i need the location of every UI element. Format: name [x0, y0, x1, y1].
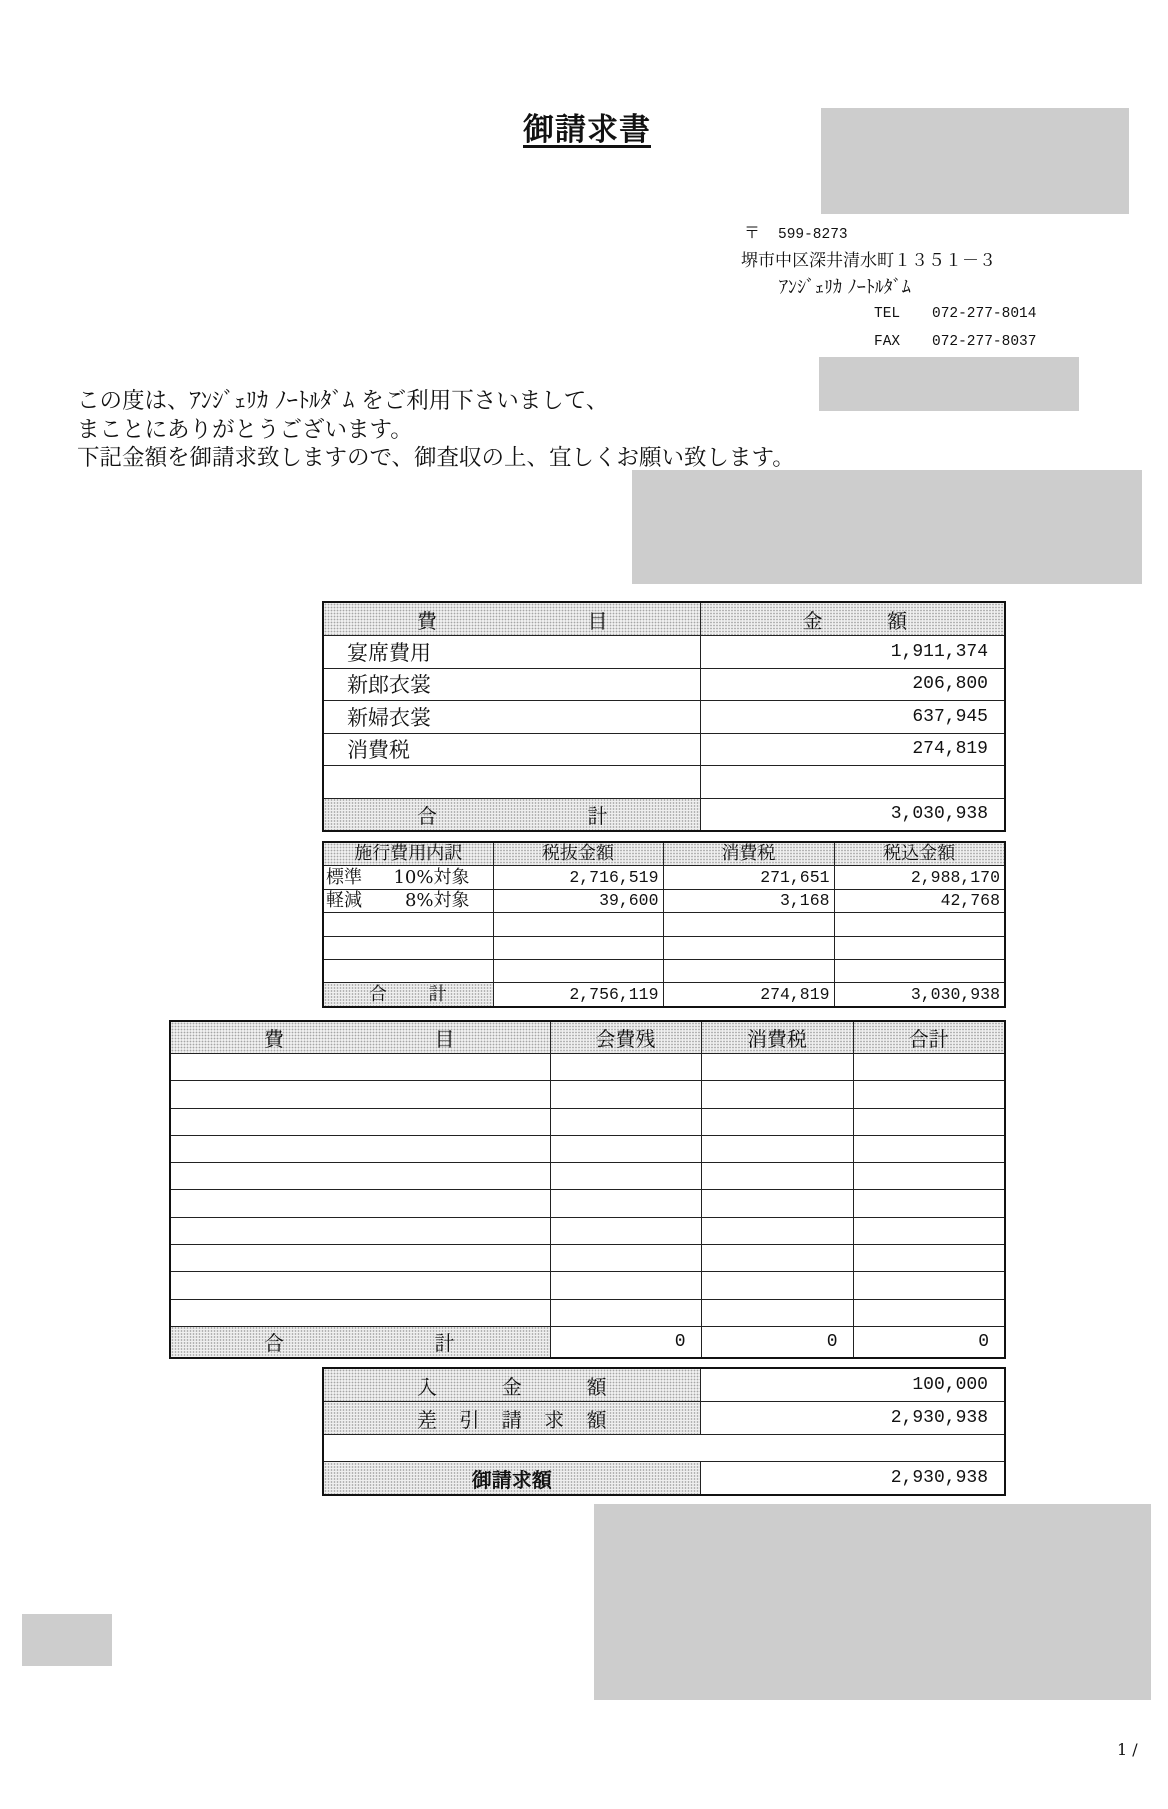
total-excluding-tax: 2,756,119: [493, 983, 663, 1007]
empty-cell: [550, 1299, 701, 1326]
empty-cell: [701, 1054, 853, 1081]
charge-item: 新郎衣裳: [323, 668, 700, 701]
amount-billed: 2,930,938: [700, 1462, 1005, 1496]
table-row-empty: [170, 1272, 1005, 1299]
breakdown-label: [324, 868, 493, 888]
redaction-box: [22, 1614, 112, 1666]
header-item: 費 目: [170, 1021, 550, 1054]
empty-cell: [493, 936, 663, 959]
table-total-row: [323, 1462, 1005, 1496]
empty-cell: [663, 959, 834, 982]
table-row-empty: [323, 959, 1005, 982]
empty-cell: [700, 766, 1005, 799]
tax-breakdown-table: [322, 841, 1006, 1008]
total-balance: 0: [550, 1326, 701, 1358]
total-amount: 0: [853, 1326, 1005, 1358]
breakdown-label-cell: [323, 866, 493, 889]
empty-cell: [701, 1272, 853, 1299]
table-row-empty: [323, 936, 1005, 959]
table-row-empty: [170, 1217, 1005, 1244]
empty-cell: [701, 1217, 853, 1244]
empty-cell: [701, 1190, 853, 1217]
empty-cell: [493, 913, 663, 936]
table-row-empty: [170, 1108, 1005, 1135]
redaction-box: [632, 470, 1142, 584]
empty-cell: [323, 913, 493, 936]
header-tax: 消費税: [701, 1021, 853, 1054]
empty-cell: [493, 959, 663, 982]
tel-number: 072-277-8014: [932, 306, 1037, 322]
empty-cell: [701, 1135, 853, 1162]
table-header-row: [170, 1021, 1005, 1054]
empty-cell: [701, 1245, 853, 1272]
table-row: [323, 668, 1005, 701]
charge-item: 新婦衣裳: [323, 701, 700, 734]
breakdown-label: [324, 891, 493, 911]
empty-cell: [170, 1245, 550, 1272]
empty-cell: [853, 1054, 1005, 1081]
table-row-empty: [170, 1081, 1005, 1108]
charge-item: 宴席費用: [323, 636, 700, 669]
tel-label: TEL: [874, 306, 901, 322]
tax-amount: 271,651: [663, 866, 834, 889]
message-line: 下記金額を御請求致しますので、御査収の上、宜しくお願い致します。: [77, 445, 795, 471]
charge-amount: 274,819: [700, 733, 1005, 766]
breakdown-label-cell: [323, 889, 493, 912]
header-total: 合計: [853, 1021, 1005, 1054]
amount-billed-label: 御請求額: [323, 1462, 700, 1496]
empty-cell: [853, 1217, 1005, 1244]
total-tax: 0: [701, 1326, 853, 1358]
tax-rate: 10%対象: [393, 866, 470, 888]
excluding-tax-amount: 2,716,519: [493, 866, 663, 889]
table-total-row: [170, 1326, 1005, 1358]
redaction-box: [819, 357, 1079, 411]
empty-cell: [170, 1217, 550, 1244]
tel-line: [874, 306, 1036, 322]
postal-mark: 〒: [744, 223, 761, 242]
empty-cell: [853, 1108, 1005, 1135]
tax-category: 軽減: [326, 889, 362, 911]
table-row-empty: [170, 1245, 1005, 1272]
empty-cell: [701, 1163, 853, 1190]
empty-cell: [701, 1299, 853, 1326]
fax-number: 072-277-8037: [932, 334, 1037, 350]
deposit-label: 入 金 額: [323, 1368, 700, 1402]
table-row: [323, 1402, 1005, 1435]
total-label: 合 計: [170, 1326, 550, 1358]
membership-fee-table: [169, 1020, 1006, 1359]
total-label: 合 計: [323, 983, 493, 1007]
empty-cell: [853, 1135, 1005, 1162]
table-total-row: [323, 798, 1005, 831]
including-tax-amount: 42,768: [834, 889, 1005, 912]
redaction-box: [594, 1504, 1151, 1700]
table-row-empty: [323, 1435, 1005, 1462]
charge-amount: 1,911,374: [700, 636, 1005, 669]
empty-cell: [550, 1245, 701, 1272]
empty-cell: [170, 1135, 550, 1162]
empty-cell: [323, 1435, 1005, 1462]
table-row-empty: [323, 766, 1005, 799]
document-title: 御請求書: [523, 112, 651, 148]
payment-summary-table: [322, 1367, 1006, 1496]
empty-cell: [853, 1245, 1005, 1272]
empty-cell: [170, 1163, 550, 1190]
empty-cell: [550, 1163, 701, 1190]
table-row: [323, 889, 1005, 912]
fax-line: [874, 334, 1036, 350]
header-breakdown: 施行費用内訳: [323, 842, 493, 866]
empty-cell: [663, 913, 834, 936]
postal-line: [744, 220, 848, 243]
empty-cell: [550, 1135, 701, 1162]
tax-category: 標準: [326, 866, 362, 888]
total-tax: 274,819: [663, 983, 834, 1007]
empty-cell: [550, 1217, 701, 1244]
total-amount: 3,030,938: [700, 798, 1005, 831]
empty-cell: [323, 959, 493, 982]
empty-cell: [550, 1190, 701, 1217]
table-row-empty: [170, 1299, 1005, 1326]
header-tax: 消費税: [663, 842, 834, 866]
empty-cell: [701, 1108, 853, 1135]
empty-cell: [853, 1299, 1005, 1326]
table-header-row: [323, 842, 1005, 866]
header-including-tax: 税込金額: [834, 842, 1005, 866]
balance-due-amount: 2,930,938: [700, 1402, 1005, 1435]
empty-cell: [323, 766, 700, 799]
table-row-empty: [323, 913, 1005, 936]
postal-code: 599-8273: [778, 227, 848, 243]
empty-cell: [170, 1081, 550, 1108]
table-row: [323, 733, 1005, 766]
header-balance: 会費残: [550, 1021, 701, 1054]
table-row: [323, 701, 1005, 734]
total-label: 合 計: [323, 798, 700, 831]
empty-cell: [853, 1190, 1005, 1217]
empty-cell: [853, 1163, 1005, 1190]
table-row: [323, 866, 1005, 889]
empty-cell: [170, 1108, 550, 1135]
empty-cell: [853, 1081, 1005, 1108]
charge-amount: 206,800: [700, 668, 1005, 701]
table-row-empty: [170, 1054, 1005, 1081]
tax-amount: 3,168: [663, 889, 834, 912]
charges-table: [322, 601, 1006, 832]
table-row-empty: [170, 1135, 1005, 1162]
empty-cell: [853, 1272, 1005, 1299]
tax-rate: 8%対象: [404, 889, 470, 911]
table-row: [323, 636, 1005, 669]
empty-cell: [550, 1054, 701, 1081]
message-line: この度は、ｱﾝｼﾞｪﾘｶ ﾉｰﾄﾙﾀﾞﾑ をご利用下さいまして、: [77, 388, 609, 414]
empty-cell: [834, 959, 1005, 982]
empty-cell: [550, 1081, 701, 1108]
redaction-box: [821, 108, 1129, 214]
fax-label: FAX: [874, 334, 901, 350]
empty-cell: [170, 1272, 550, 1299]
sender-address: 堺市中区深井清水町１３５１－３: [741, 251, 996, 271]
empty-cell: [170, 1190, 550, 1217]
empty-cell: [550, 1108, 701, 1135]
charge-item: 消費税: [323, 733, 700, 766]
total-including-tax: 3,030,938: [834, 983, 1005, 1007]
excluding-tax-amount: 39,600: [493, 889, 663, 912]
table-row-empty: [170, 1190, 1005, 1217]
table-row: [323, 1368, 1005, 1402]
empty-cell: [323, 936, 493, 959]
message-line: まことにありがとうございます。: [77, 416, 413, 443]
balance-due-label: 差 引 請 求 額: [323, 1402, 700, 1435]
empty-cell: [663, 936, 834, 959]
empty-cell: [170, 1054, 550, 1081]
sender-company: ｱﾝｼﾞｪﾘｶ ﾉｰﾄﾙﾀﾞﾑ: [779, 277, 911, 298]
charge-amount: 637,945: [700, 701, 1005, 734]
including-tax-amount: 2,988,170: [834, 866, 1005, 889]
empty-cell: [701, 1081, 853, 1108]
table-row-empty: [170, 1163, 1005, 1190]
table-total-row: [323, 983, 1005, 1007]
table-header-row: [323, 602, 1005, 636]
header-excluding-tax: 税抜金額: [493, 842, 663, 866]
empty-cell: [170, 1299, 550, 1326]
greeting-message: [77, 387, 795, 473]
empty-cell: [834, 936, 1005, 959]
header-amount: 金 額: [700, 602, 1005, 636]
page-number: 1 /: [1117, 1740, 1138, 1759]
empty-cell: [834, 913, 1005, 936]
empty-cell: [550, 1272, 701, 1299]
header-item: 費 目: [323, 602, 700, 636]
deposit-amount: 100,000: [700, 1368, 1005, 1402]
